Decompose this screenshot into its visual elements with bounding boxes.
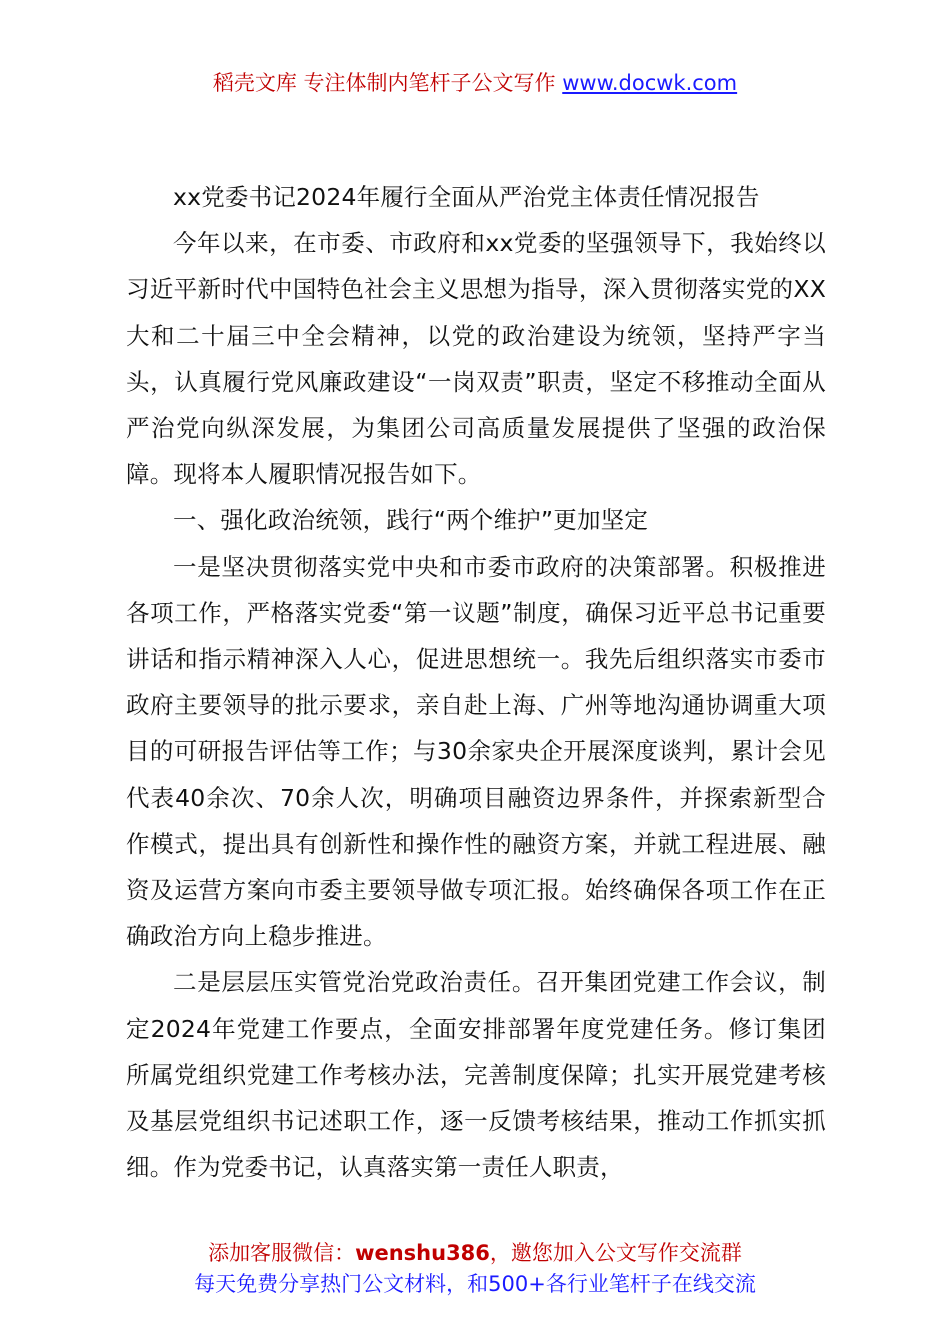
footer-promo-line: 每天免费分享热门公文材料，和500+各行业笔杆子在线交流 [194, 1272, 756, 1296]
site-name: 稻壳文库 专注体制内笔杆子公文写作 [212, 71, 556, 95]
site-url-link[interactable]: www.docwk.com [562, 71, 738, 95]
paragraph-point-1: 一是坚决贯彻落实党中央和市委市政府的决策部署。积极推进各项工作，严格落实党委“第一议题”制度，确保习近平总书记重要讲话和指示精神深入人心，促进思想统一。我先后组织落实市委市政府主要领导的批示要求，亲自赴上海、广州等地沟通协调重大项目的可研报告评估等工作；与30余家央企开展深度谈判，累计会见代表40余次、70余人次，明确项目融资边界条件，并探索新型合作模式，提出具有创新性和操作性的融资方案，并就工程进展、融资及运营方案向市委主要领导做专项汇报。始终确保各项工作在正确政治方向上稳步推进。 [126, 552, 826, 951]
section-heading-1: 一、强化政治统领，践行“两个维护”更加坚定 [173, 506, 649, 535]
page-footer [0, 1238, 950, 1300]
wechat-id: wenshu386 [355, 1241, 490, 1265]
document-body [126, 174, 826, 1190]
paragraph-intro: 今年以来，在市委、市政府和xx党委的坚强领导下，我始终以习近平新时代中国特色社会主义思想为指导，深入贯彻落实党的XX大和二十届三中全会精神，以党的政治建设为统领，坚持严字当头，认真履行党风廉政建设“一岗双责”职责，坚定不移推动全面从严治党向纵深发展，为集团公司高质量发展提供了坚强的政治保障。现将本人履职情况报告如下。 [126, 229, 826, 489]
page-header [0, 66, 950, 100]
paragraph-point-2: 二是层层压实管党治党政治责任。召开集团党建工作会议，制定2024年党建工作要点，全面安排部署年度党建任务。修订集团所属党组织党建工作考核办法，完善制度保障；扎实开展党建考核及基层党组织书记述职工作，逐一反馈考核结果，推动工作抓实抓细。作为党委书记，认真落实第一责任人职责， [126, 968, 826, 1182]
footer-contact-prefix: 添加客服微信： [208, 1241, 356, 1265]
footer-contact-line [0, 1238, 950, 1269]
document-title: xx党委书记2024年履行全面从严治党主体责任情况报告 [173, 183, 760, 211]
footer-contact-suffix: ，邀您加入公文写作交流群 [489, 1241, 742, 1265]
